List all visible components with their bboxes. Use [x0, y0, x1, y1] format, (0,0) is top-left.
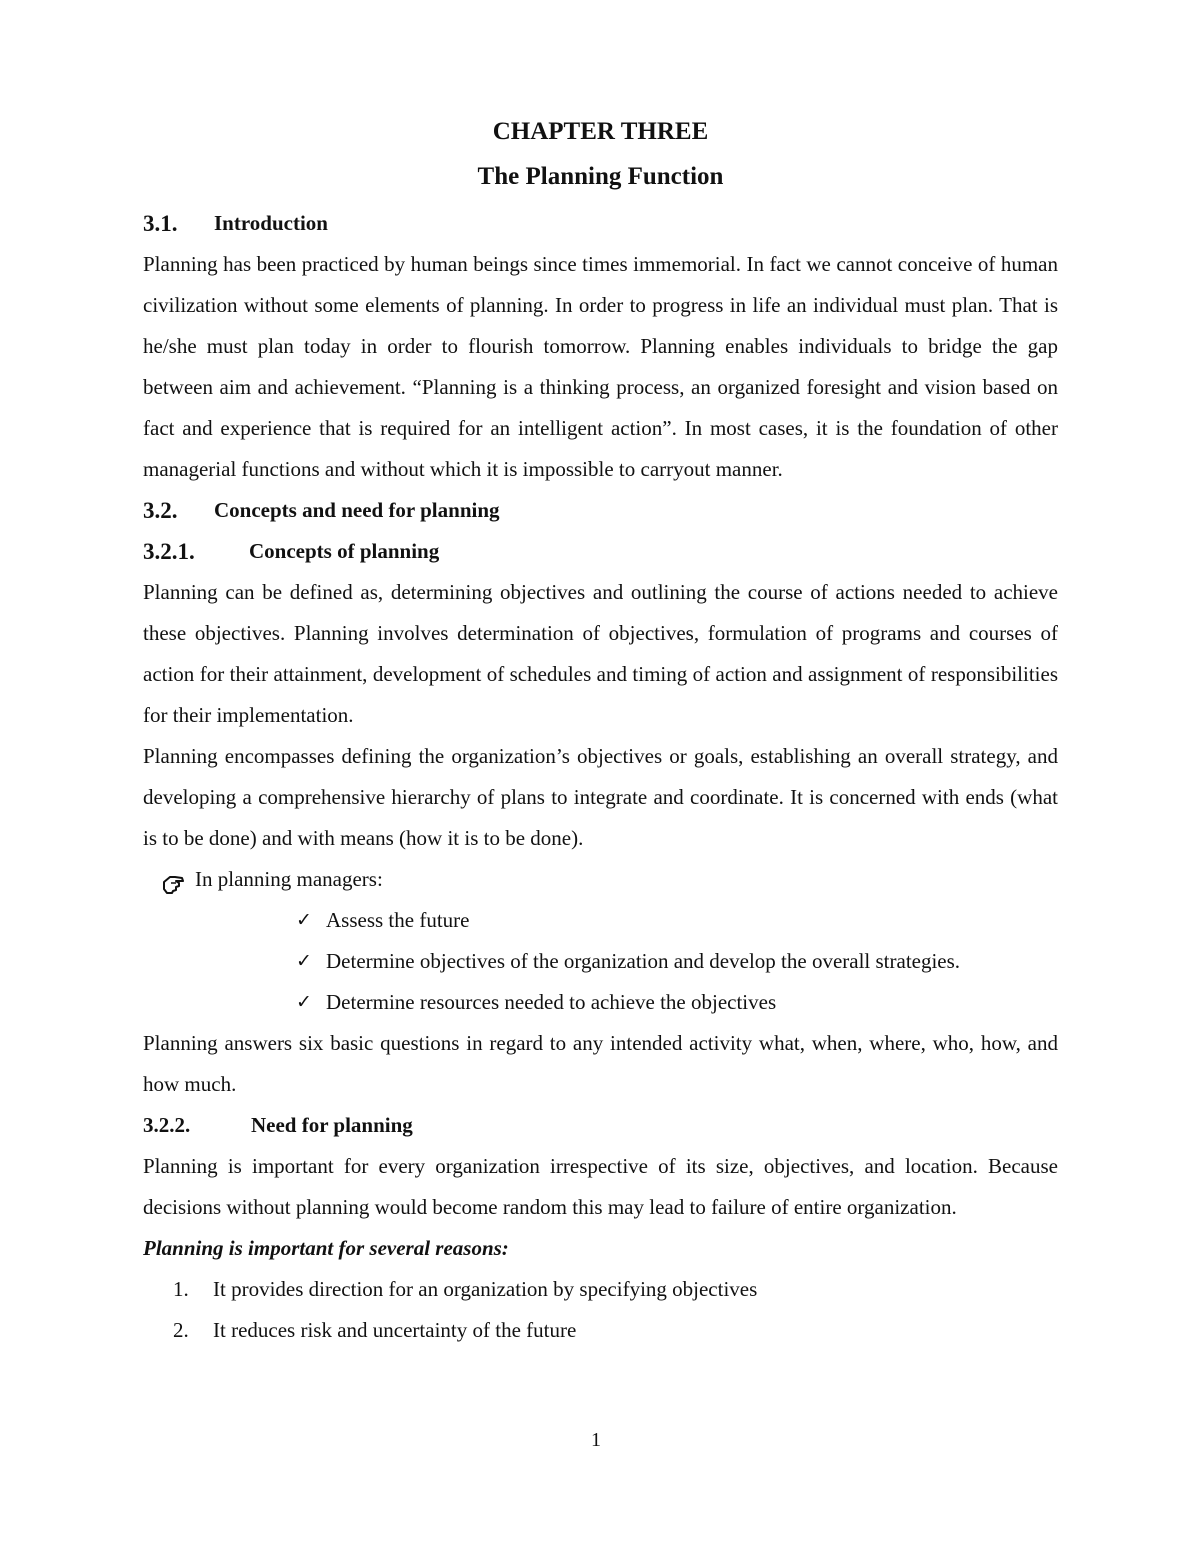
- check-item-text: Determine objectives of the organization and develop the overall strategies.: [326, 949, 961, 973]
- section-3-1-heading: [143, 203, 1058, 244]
- need-paragraph: Planning is important for every organization irrespective of its size, objectives, and location. Because decisions without planning would become random this may lead to failure of entire organization.: [143, 1154, 1058, 1219]
- checkmark-icon: ✓: [296, 950, 312, 972]
- pointing-hand-icon: [161, 869, 187, 891]
- six-questions-paragraph: Planning answers six basic questions in regard to any intended activity what, when, where, who, how, and how much.: [143, 1031, 1058, 1096]
- check-item-text: Assess the future: [326, 908, 470, 932]
- page-number: 1: [591, 1429, 601, 1451]
- introduction-paragraph: Planning has been practiced by human beings since times immemorial. In fact we cannot conceive of human civilization without some elements of planning. In order to progress in life an individual must plan. That is he/she must plan today in order to flourish tomorrow. Planning enables individuals to bridge the gap between aim and achievement. “Planning is a thinking process, an organized foresight and vision based on fact and experience that is required for an intelligent action”. In most cases, it is the foundation of other managerial functions and without which it is impossible to carryout manner.: [143, 252, 1058, 481]
- bullet-text: In planning managers:: [195, 867, 383, 891]
- reasons-heading: Planning is important for several reasons:: [143, 1236, 509, 1260]
- check-list-item: [296, 982, 1058, 1023]
- section-3-2-1-heading: [143, 531, 1058, 572]
- list-item-text: It reduces risk and uncertainty of the future: [213, 1318, 577, 1342]
- concepts-paragraph-2: Planning encompasses defining the organization’s objectives or goals, establishing an overall strategy, and developing a comprehensive hierarchy of plans to integrate and coordinate. It is concerned with ends (what is to be done) and with means (how it is to be done).: [143, 744, 1058, 850]
- section-number: 3.2.2.: [143, 1113, 191, 1137]
- check-list-item: [296, 900, 1058, 941]
- section-3-2-2-heading: [143, 1105, 1058, 1146]
- chapter-title: CHAPTER THREE: [492, 118, 709, 145]
- section-number: 3.2.1.: [143, 539, 195, 564]
- list-number: 1.: [173, 1277, 189, 1301]
- section-3-2-heading: [143, 490, 1058, 531]
- check-list-item: [296, 941, 1058, 982]
- list-item-text: It provides direction for an organization by specifying objectives: [213, 1277, 758, 1301]
- chapter-subtitle: The Planning Function: [477, 163, 724, 190]
- numbered-list-item: [173, 1269, 1058, 1310]
- section-title: Need for planning: [251, 1113, 413, 1137]
- list-number: 2.: [173, 1318, 189, 1342]
- concepts-paragraph-1: Planning can be defined as, determining objectives and outlining the course of actions needed to achieve these objectives. Planning involves determination of objectives, formulation of programs and courses of action for their attainment, development of schedules and timing of action and assignment of responsibilities for their implementation.: [143, 580, 1058, 727]
- numbered-list-item: [173, 1310, 1058, 1351]
- checkmark-icon: ✓: [296, 909, 312, 931]
- section-title: Concepts and need for planning: [214, 498, 500, 522]
- section-title: Concepts of planning: [249, 539, 440, 563]
- checkmark-icon: ✓: [296, 991, 312, 1013]
- section-number: 3.2.: [143, 498, 178, 523]
- check-item-text: Determine resources needed to achieve the objectives: [326, 990, 777, 1014]
- section-title: Introduction: [214, 211, 328, 235]
- managers-bullet: [161, 859, 1058, 900]
- section-number: 3.1.: [143, 211, 178, 236]
- page-content: [143, 114, 1058, 1351]
